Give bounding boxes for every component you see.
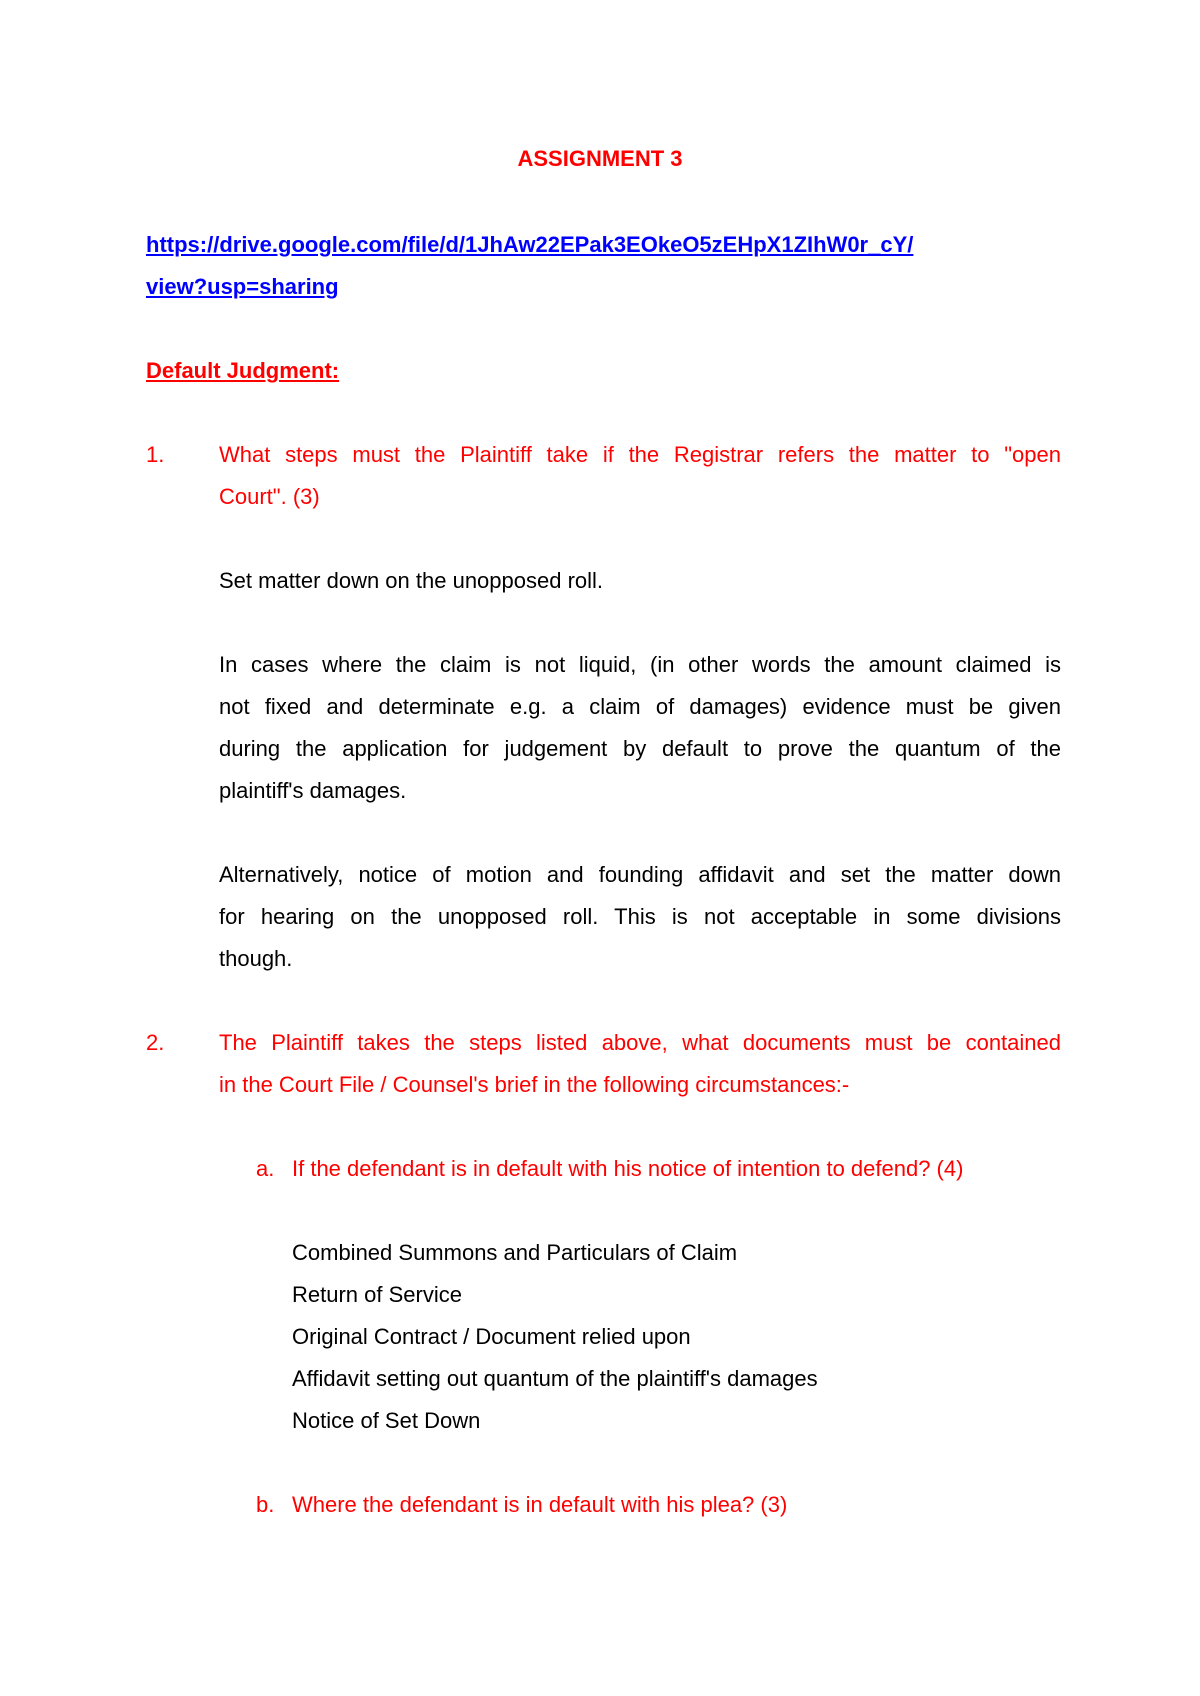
question-2b-letter: b.: [256, 1492, 275, 1517]
section-heading: Default Judgment:: [146, 358, 340, 383]
answer-2a-item: Affidavit setting out quantum of the plaintiff's damages: [292, 1366, 818, 1391]
drive-link-line-2[interactable]: view?usp=sharing: [146, 274, 339, 299]
answer-1-paragraph-3-line-1: Alternatively, notice of motion and founding affidavit and set the matter down: [219, 862, 1061, 887]
question-2-number: 2.: [146, 1030, 165, 1055]
answer-2a-item: Original Contract / Document relied upon: [292, 1324, 691, 1349]
answer-1-paragraph-2-line-4: plaintiff's damages.: [219, 778, 407, 803]
answer-1-paragraph-2-line-3: during the application for judgement by default to prove the quantum of the: [219, 736, 1061, 761]
answer-1-paragraph-2-line-2: not fixed and determinate e.g. a claim of damages) evidence must be given: [219, 694, 1061, 719]
question-2-line-2: in the Court File / Counsel's brief in the following circumstances:-: [219, 1072, 850, 1097]
drive-link-line-1[interactable]: https://drive.google.com/file/d/1JhAw22EPak3EOkeO5zEHpX1ZIhW0r_cY/: [146, 232, 914, 257]
question-1-line-1: What steps must the Plaintiff take if the Registrar refers the matter to "open: [219, 442, 1061, 467]
answer-1-paragraph-3-line-2: for hearing on the unopposed roll. This is not acceptable in some divisions: [219, 904, 1061, 929]
answer-1-paragraph-1: Set matter down on the unopposed roll.: [219, 568, 604, 593]
question-2-line-1: The Plaintiff takes the steps listed above, what documents must be contained: [219, 1030, 1061, 1055]
answer-1-paragraph-3-line-3: though.: [219, 946, 293, 971]
answer-2a-item: Notice of Set Down: [292, 1408, 481, 1433]
question-1-line-2: Court". (3): [219, 484, 320, 509]
question-2a-text: If the defendant is in default with his notice of intention to defend? (4): [292, 1156, 964, 1181]
question-1-number: 1.: [146, 442, 165, 467]
answer-2a-item: Return of Service: [292, 1282, 462, 1307]
question-2a-letter: a.: [256, 1156, 275, 1181]
page-title: ASSIGNMENT 3: [517, 146, 683, 171]
answer-1-paragraph-2-line-1: In cases where the claim is not liquid, (in other words the amount claimed is: [219, 652, 1061, 677]
question-2b-text: Where the defendant is in default with his plea? (3): [292, 1492, 788, 1517]
answer-2a-item: Combined Summons and Particulars of Claim: [292, 1240, 738, 1265]
